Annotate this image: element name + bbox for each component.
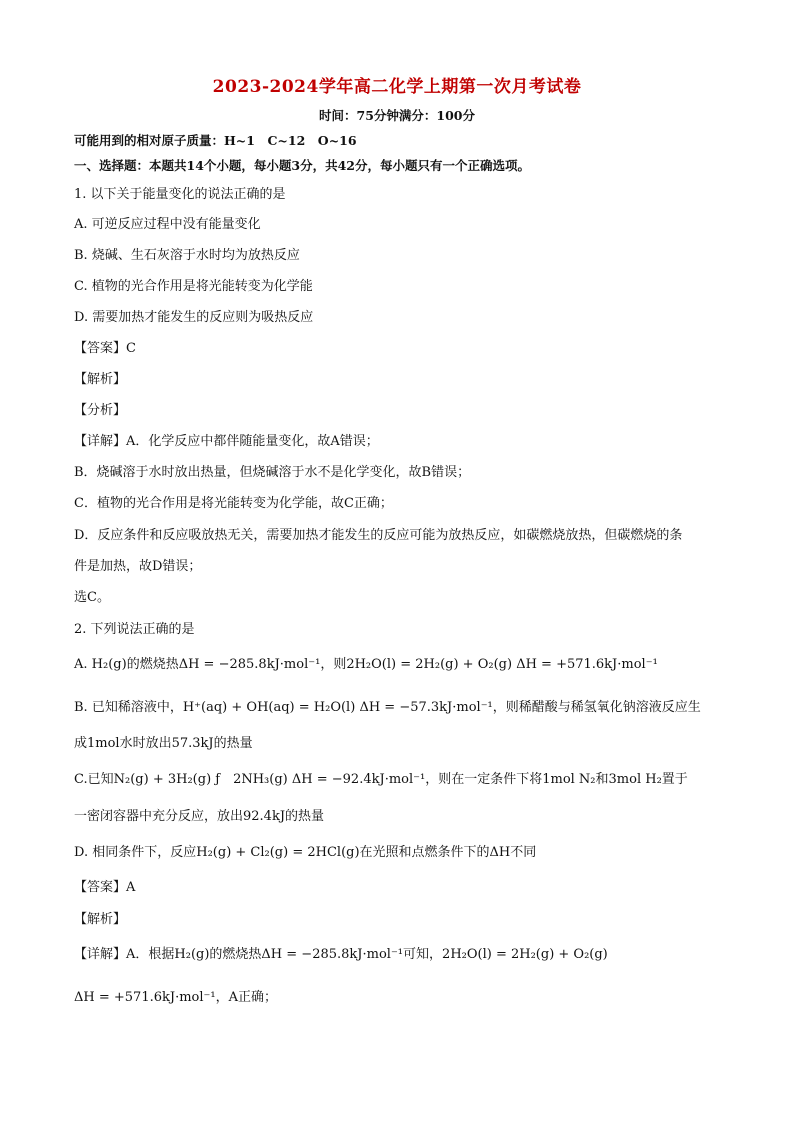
q2-option-a-h2: H₂(g): [91, 657, 127, 672]
q2-option-a: [74, 656, 658, 674]
q1-detail-d-cont: 件是加热，故D错误；: [74, 559, 202, 574]
q2-option-c-dh: ΔH = −92.4kJ·mol⁻¹: [291, 772, 426, 787]
q2-option-c-text2: ，则在一定条件下将1mol N₂和3mol H₂置于: [425, 772, 688, 787]
q2-option-d-label: D.: [74, 845, 89, 860]
q1-conclusion: 选C。: [74, 590, 110, 605]
q2-detail-a-dh: ΔH = −285.8kJ·mol⁻¹: [261, 947, 404, 962]
q2-detail-a-text1: 【详解】A．根据: [74, 947, 175, 962]
q2-jiexi: 【解析】: [74, 912, 127, 927]
q1-detail-c: C．植物的光合作用是将光能转变为化学能，故C正确；: [74, 496, 393, 511]
q2-option-a-dh1: ΔH = −285.8kJ·mol⁻¹: [178, 657, 321, 672]
q2-option-c: [74, 771, 688, 789]
q2-detail-a-text2: 的燃烧热: [209, 947, 262, 962]
page-title: 2023-2024学年高二化学上期第一次月考试卷: [212, 77, 582, 97]
q1-option-c: C. 植物的光合作用是将光能转变为化学能: [74, 279, 313, 294]
section-heading: 一、选择题：本题共14个小题，每小题3分，共42分，每小题只有一个正确选项。: [74, 158, 530, 173]
q1-jiexi: 【解析】: [74, 372, 127, 387]
q2-option-b: [74, 699, 701, 717]
q2-answer: 【答案】A: [74, 880, 136, 895]
q2-option-d-text1: 相同条件下，反应: [92, 845, 197, 860]
q2-detail-a-cont: [74, 989, 277, 1007]
q1-fenxi: 【分析】: [74, 403, 127, 418]
q1-detail-a: 【详解】A．化学反应中都伴随能量变化，故A错误；: [74, 434, 379, 449]
q2-detail-a-h2: H₂(g): [174, 947, 210, 962]
q1-detail-b: B．烧碱溶于水时放出热量，但烧碱溶于水不是化学变化，故B错误；: [74, 465, 471, 480]
q2-option-a-text1: 的燃烧热: [126, 657, 179, 672]
q2-option-b-label: B.: [74, 700, 88, 715]
q2-option-a-label: A.: [74, 657, 88, 672]
q2-option-d-text2: 在光照和点燃条件下的ΔH不同: [359, 845, 537, 860]
q2-detail-a-text4: ，A正确；: [215, 990, 277, 1005]
q1-answer: 【答案】C: [74, 341, 136, 356]
q2-option-c-label: C.: [74, 772, 88, 787]
q2-option-a-equation: 2H₂O(l) = 2H₂(g) + O₂(g): [346, 657, 513, 672]
q2-stem: 2. 下列说法正确的是: [74, 622, 195, 637]
q2-option-d: [74, 844, 536, 862]
exam-time-score: 时间：75分钟满分：100分: [319, 108, 475, 123]
q2-option-b-text1: 已知稀溶液中，: [91, 700, 183, 715]
q2-option-a-text2: ，则: [320, 657, 347, 672]
q2-option-b-equation: H⁺(aq) + OH(aq) = H₂O(l): [182, 700, 356, 715]
q2-detail-a-dh2: ΔH = +571.6kJ·mol⁻¹: [74, 990, 216, 1005]
q2-detail-a-equation: 2H₂O(l) = 2H₂(g) + O₂(g): [442, 947, 608, 962]
q2-detail-a-text3: 可知，: [403, 947, 443, 962]
q2-option-a-dh2: ΔH = +571.6kJ·mol⁻¹: [516, 657, 658, 672]
q2-option-c-text1: 已知: [87, 772, 114, 787]
atomic-mass-line: 可能用到的相对原子质量：H~1 C~12 O~16: [74, 133, 357, 148]
q2-option-b-cont: 成1mol水时放出57.3kJ的热量: [74, 736, 253, 751]
q1-stem: 1. 以下关于能量变化的说法正确的是: [74, 187, 286, 202]
q2-option-c-equation: N₂(g) + 3H₂(g) ƒ 2NH₃(g): [113, 772, 288, 787]
q1-option-d: D. 需要加热才能发生的反应则为吸热反应: [74, 310, 314, 325]
q2-option-b-dh: ΔH = −57.3kJ·mol⁻¹: [359, 700, 493, 715]
q2-option-d-equation: H₂(g) + Cl₂(g) = 2HCl(g): [196, 845, 360, 860]
q1-option-a: A. 可逆反应过程中没有能量变化: [74, 217, 261, 232]
q1-detail-d: D．反应条件和反应吸放热无关，需要加热才能发生的反应可能为放热反应，如碳燃烧放热，但碳燃烧的条: [74, 528, 683, 543]
q2-option-c-cont: 一密闭容器中充分反应，放出92.4kJ的热量: [74, 809, 325, 824]
q1-option-b: B. 烧碱、生石灰溶于水时均为放热反应: [74, 248, 300, 263]
q2-detail-a: [74, 946, 608, 964]
q2-option-b-text2: ，则稀醋酸与稀氢氧化钠溶液反应生: [492, 700, 701, 715]
